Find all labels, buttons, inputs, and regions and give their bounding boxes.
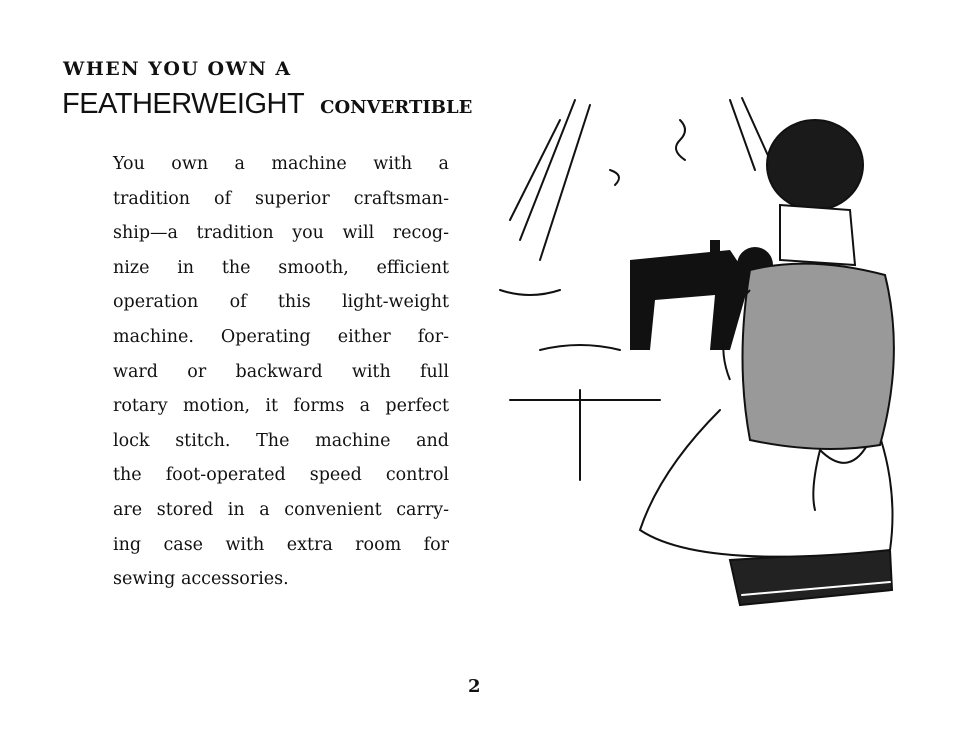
- model-name: CONVERTIBLE: [320, 97, 473, 118]
- body-line: You own a machine with a: [113, 154, 449, 174]
- woman-sewing-illustration: [480, 90, 920, 620]
- body-line: operation of this light-weight: [113, 292, 449, 313]
- body-line: machine. Operating either for-: [113, 326, 449, 347]
- body-line: sewing accessories.: [113, 569, 289, 590]
- brand-name: FEATHERWEIGHT: [62, 88, 305, 120]
- body-line: ship—a tradition you will recog-: [113, 223, 449, 244]
- body-line: nize in the smooth, efficient: [113, 257, 449, 278]
- heading-line-1: WHEN YOU OWN A: [63, 58, 292, 80]
- body-line: ward or backward with full: [113, 361, 449, 382]
- body-paragraph: [113, 147, 449, 597]
- body-line: lock stitch. The machine and: [113, 430, 449, 451]
- body-line: tradition of superior craftsman-: [113, 188, 449, 209]
- body-line: rotary motion, it forms a perfect: [113, 396, 449, 417]
- heading-line-2: [62, 88, 472, 121]
- page-number: 2: [468, 676, 481, 697]
- body-line: are stored in a convenient carry-: [113, 499, 449, 520]
- body-line: the foot-operated speed control: [113, 465, 449, 486]
- body-line: ing case with extra room for: [113, 534, 449, 555]
